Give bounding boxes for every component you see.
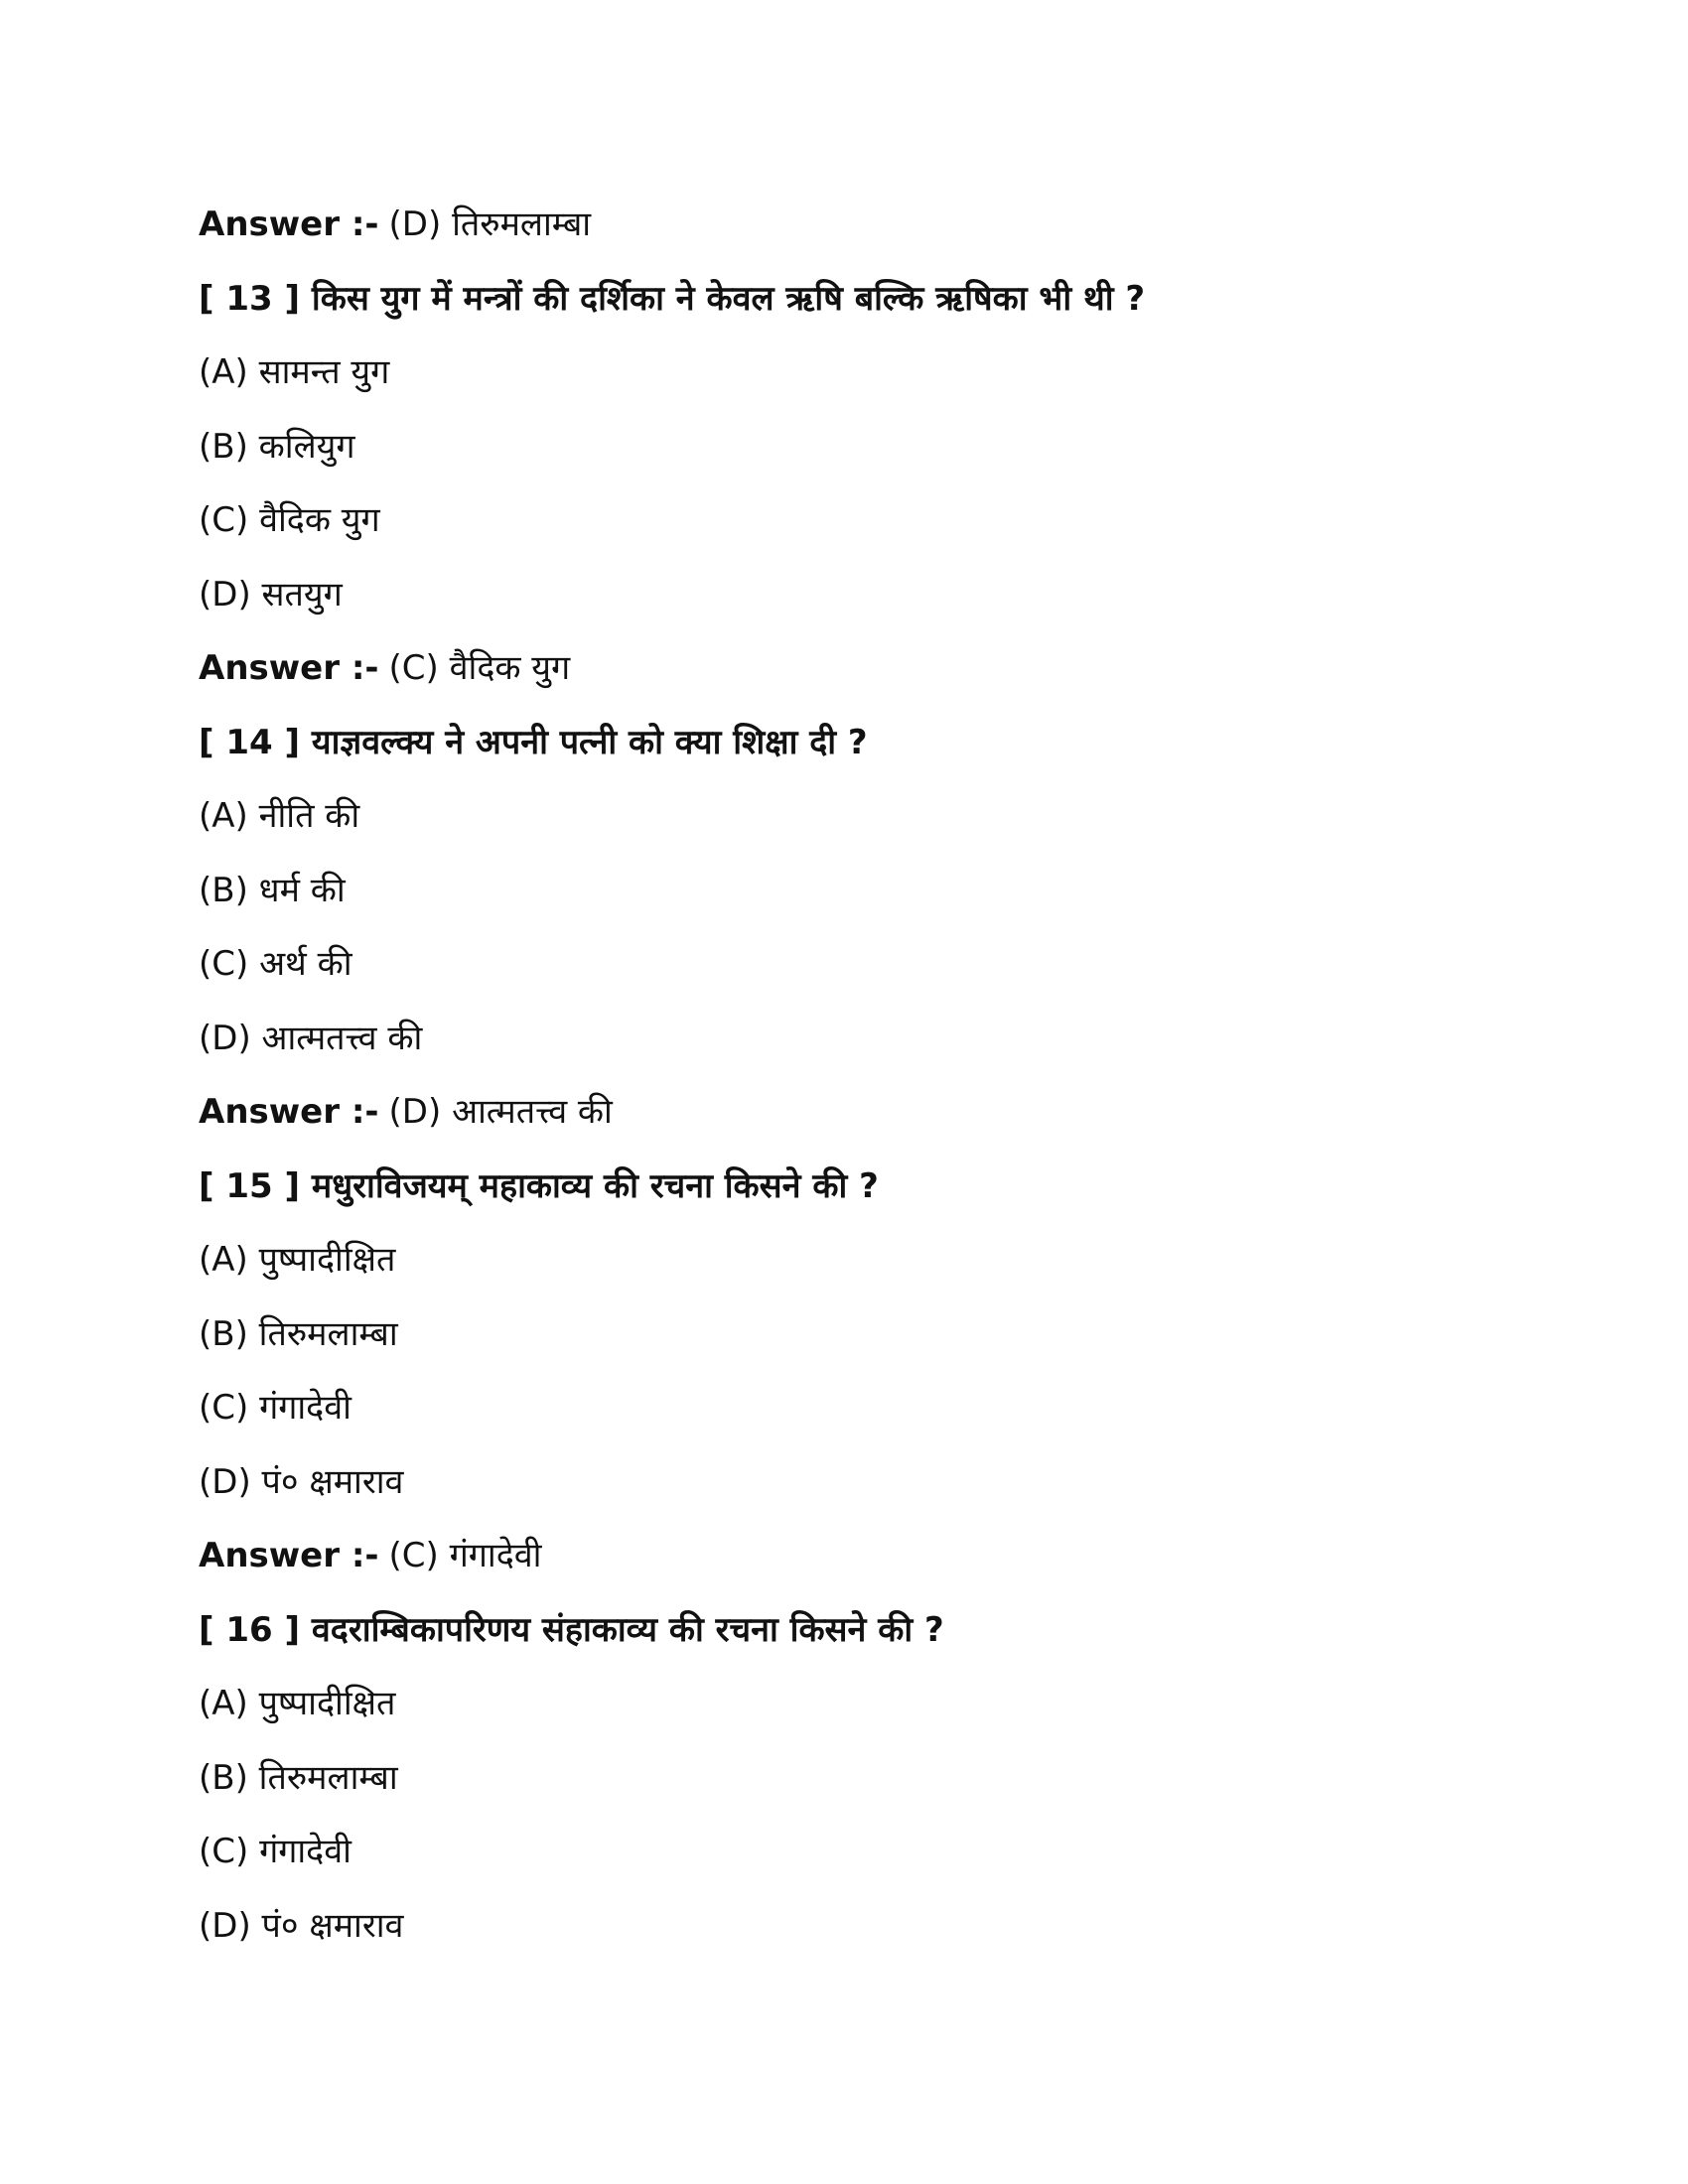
- option-13-c: (C) वैदिक युग: [199, 500, 380, 540]
- option-13-a: (A) सामन्त युग: [199, 352, 390, 392]
- answer-value: (C) वैदिक युग: [388, 648, 571, 688]
- option-13-d: (D) सतयुग: [199, 574, 343, 614]
- question-13: [ 13 ] किस युग में मन्त्रों की दर्शिका ने केवल ऋषि बल्कि ऋषिका भी थी ?: [199, 278, 1146, 319]
- option-16-b: (B) तिरुमलाम्बा: [199, 1757, 398, 1798]
- question-15: [ 15 ] मधुराविजयम् महाकाव्य की रचना किसने की ?: [199, 1165, 879, 1206]
- option-14-d: (D) आत्मतत्त्व की: [199, 1018, 423, 1058]
- option-15-d: (D) पं० क्षमाराव: [199, 1461, 404, 1502]
- option-15-c: (C) गंगादेवी: [199, 1388, 352, 1428]
- answer-line-14: [199, 1082, 1549, 1157]
- option-16-c: (C) गंगादेवी: [199, 1832, 352, 1871]
- option-15-b: (B) तिरुमलाम्बा: [199, 1313, 398, 1354]
- question-16: [ 16 ] वदराम्बिकापरिणय संहाकाव्य की रचना किसने की ?: [199, 1609, 944, 1650]
- option-15-a: (A) पुष्पादीक्षित: [199, 1240, 396, 1280]
- question-14: [ 14 ] याज्ञवल्क्य ने अपनी पत्नी को क्या शिक्षा दी ?: [199, 722, 868, 762]
- answer-value: (D) आत्मतत्त्व की: [388, 1092, 613, 1132]
- answer-line-15: [199, 1526, 1549, 1600]
- option-13-b: (B) कलियुग: [199, 426, 355, 467]
- document-page: [199, 195, 1549, 1970]
- option-14-c: (C) अर्थ की: [199, 944, 352, 984]
- option-14-b: (B) धर्म की: [199, 870, 346, 910]
- answer-value: (D) तिरुमलाम्बा: [388, 205, 592, 244]
- option-16-d: (D) पं० क्षमाराव: [199, 1905, 404, 1946]
- answer-line: [199, 195, 1549, 269]
- answer-label: Answer :-: [199, 205, 379, 244]
- answer-label: Answer :-: [199, 648, 379, 688]
- answer-line-13: [199, 638, 1549, 713]
- answer-label: Answer :-: [199, 1092, 379, 1132]
- answer-label: Answer :-: [199, 1536, 379, 1575]
- answer-value: (C) गंगादेवी: [388, 1536, 542, 1575]
- option-16-a: (A) पुष्पादीक्षित: [199, 1684, 396, 1723]
- option-14-a: (A) नीति की: [199, 796, 360, 836]
